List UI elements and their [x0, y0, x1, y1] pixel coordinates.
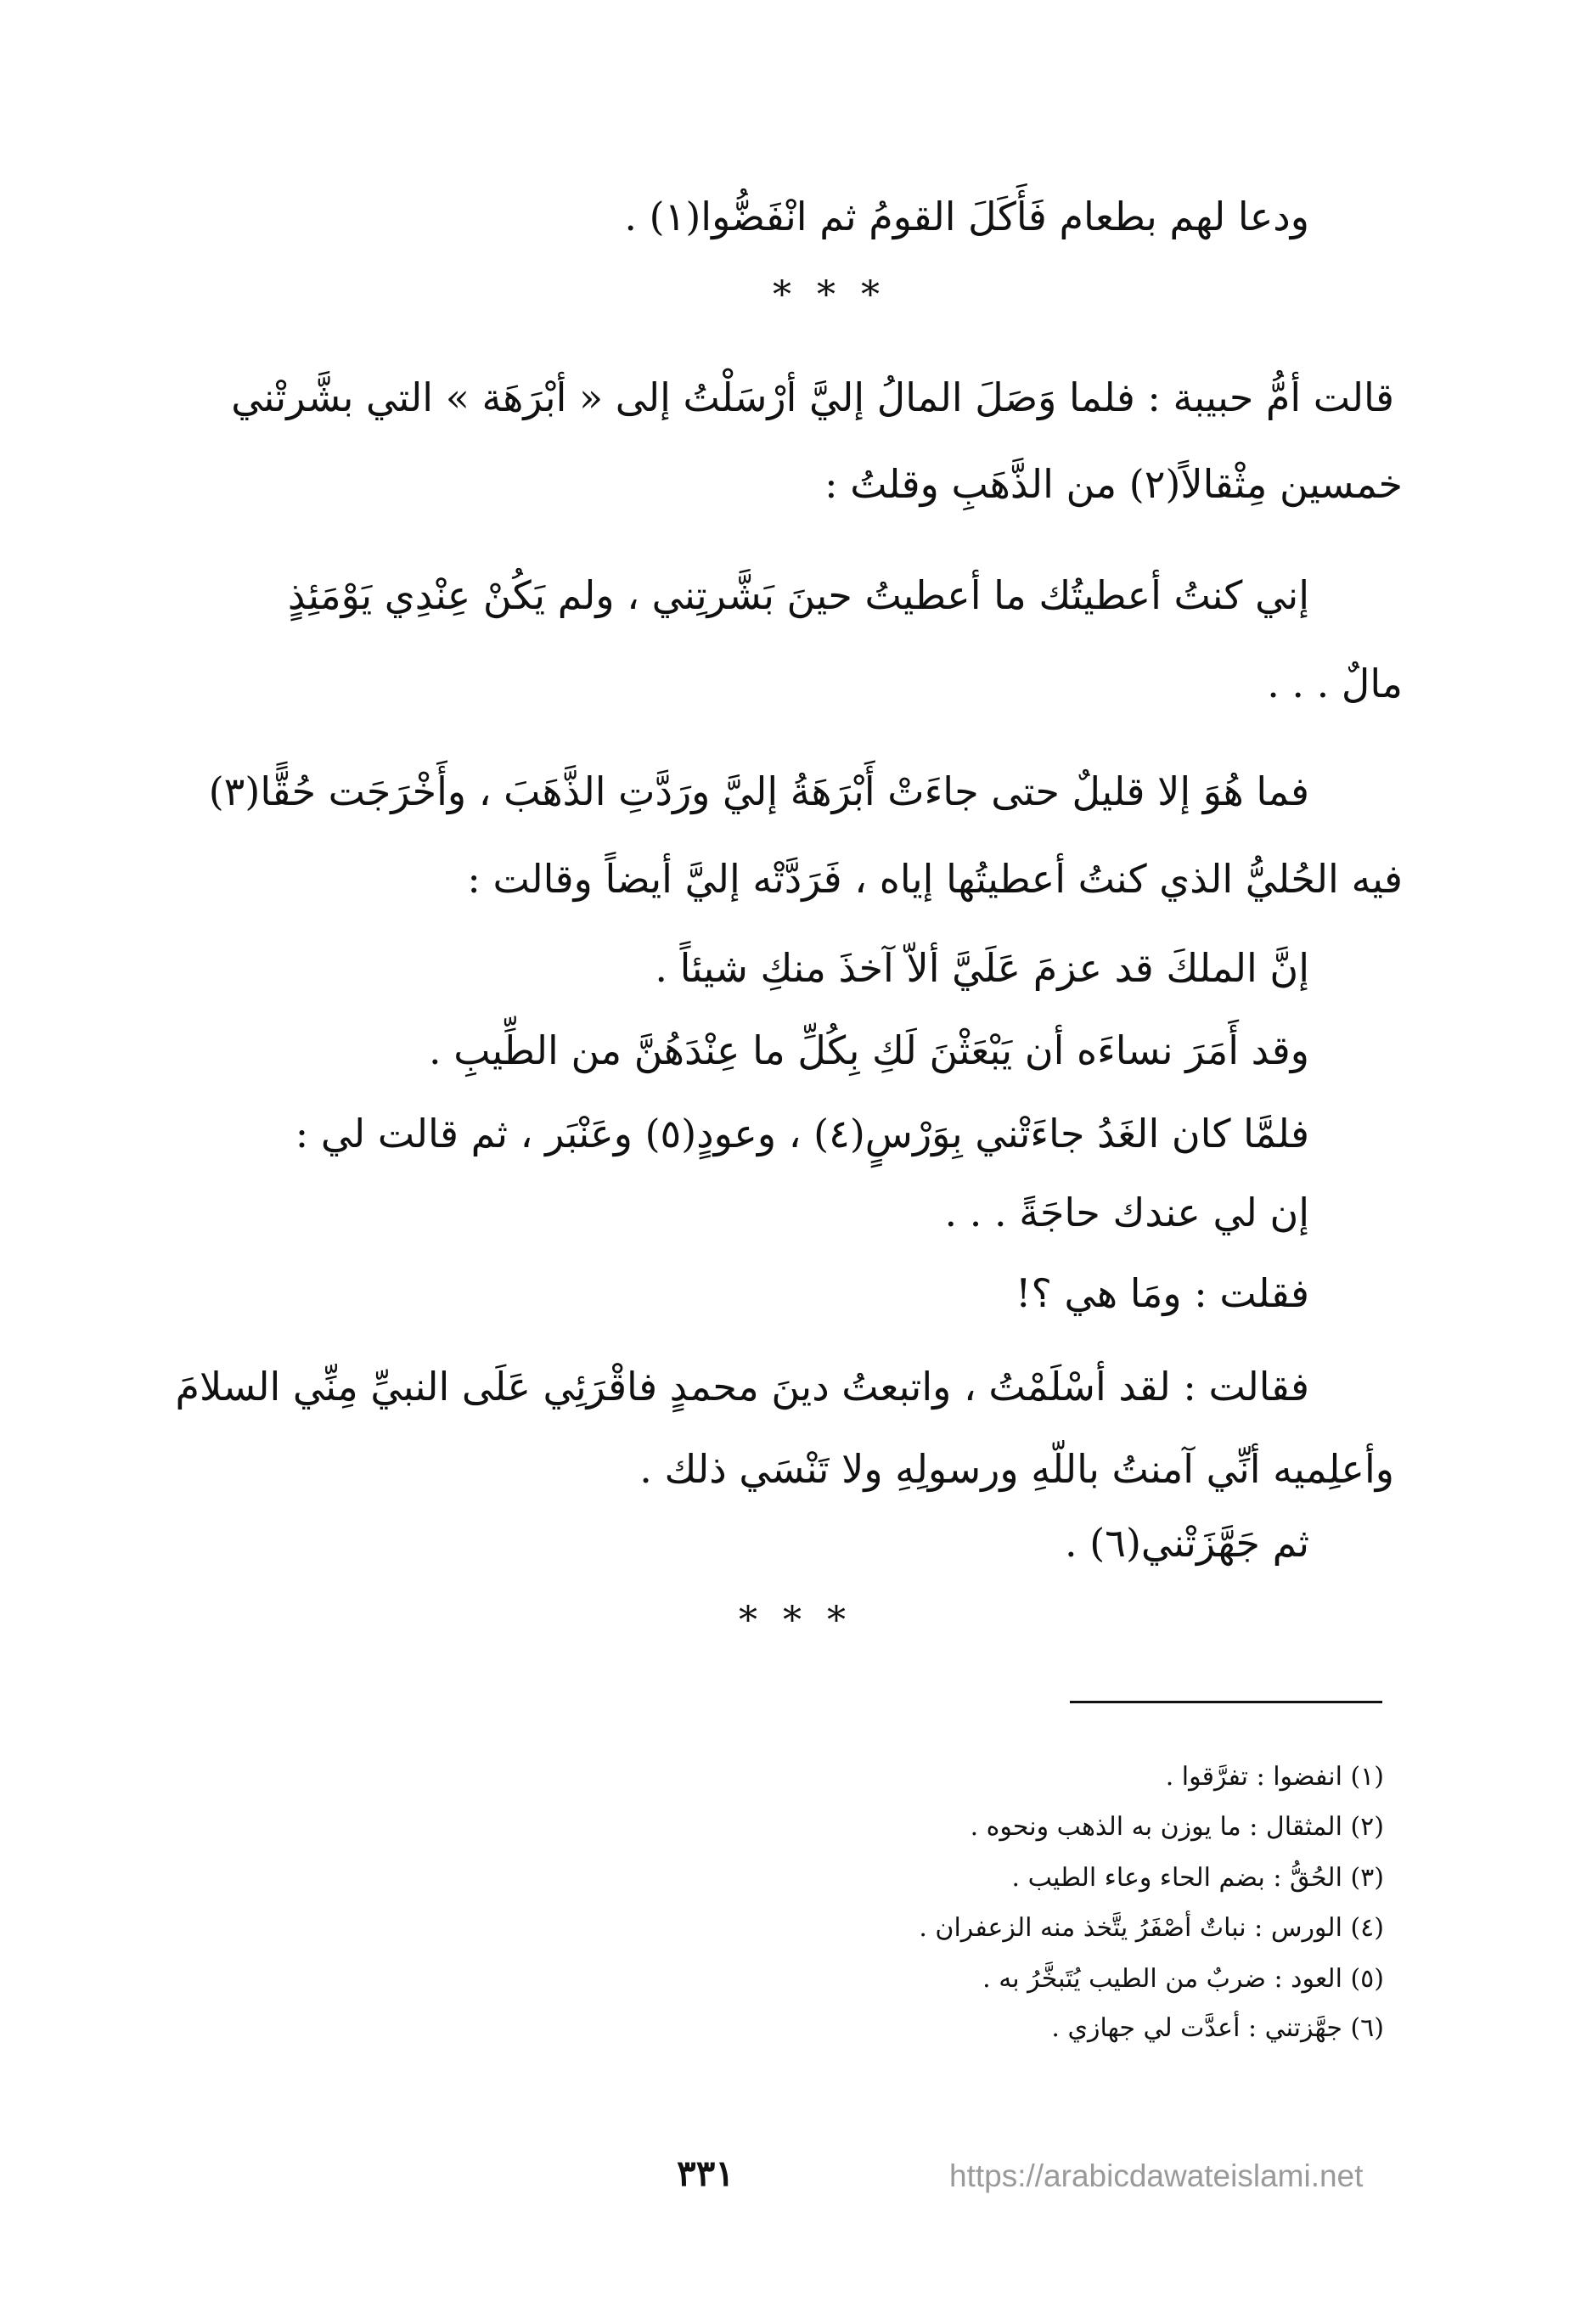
- footnote-6: (٦) جهَّزتني : أعدَّت لي جهازي .: [1051, 2013, 1384, 2043]
- text-line-13: فقالت : لقد أسْلَمْتُ ، واتبعتُ دينَ محمدٍ فاقْرَئِي عَلَى النبيِّ مِنِّي السلامَ: [175, 1364, 1309, 1410]
- text-line-6: فما هُوَ إلا قليلٌ حتى جاءَتْ أَبْرَهَةُ إليَّ ورَدَّتِ الذَّهَبَ ، وأَخْرَجَت حُقًّا(٣): [208, 768, 1309, 814]
- section-separator-1: * * *: [773, 273, 886, 317]
- footnote-3: (٣) الحُقُّ : بضم الحاء وعاء الطيب .: [1011, 1863, 1384, 1893]
- text-line-5: مالٌ . . .: [1267, 661, 1403, 706]
- footnote-4: (٤) الورس : نباتٌ أصْفَرُ يتَّخذ منه الزعفران .: [919, 1913, 1384, 1943]
- text-line-12: فقلت : ومَا هي ؟!: [1015, 1270, 1309, 1316]
- text-line-2: قالت أمُّ حبيبة : فلما وَصَلَ المالُ إليَّ أرْسَلْتُ إلى « أبْرَهَة » التي بشَّرتْني: [231, 374, 1394, 420]
- text-line-7: فيه الحُليُّ الذي كنتُ أعطيتُها إياه ، فَرَدَّتْه إليَّ أيضاً وقالت :: [467, 856, 1403, 902]
- text-line-10: فلمَّا كان الغَدُ جاءَتْني بِوَرْسٍ(٤) ، وعودٍ(٥) وعَنْبَر ، ثم قالت لي :: [295, 1111, 1309, 1156]
- text-line-3: خمسين مِثْقالاً(٢) من الذَّهَبِ وقلتُ :: [824, 461, 1403, 507]
- text-line-4: إني كنتُ أعطيتُك ما أعطيتُ حينَ بَشَّرتِني ، ولم يَكُنْ عِنْدِي يَوْمَئِذٍ: [287, 572, 1309, 618]
- page-number: ٣٣١: [677, 2152, 734, 2194]
- watermark-url: https://arabicdawateislami.net: [949, 2158, 1364, 2193]
- text-line-14: وأعلِميه أنِّي آمنتُ باللّهِ ورسولِهِ ولا تَنْسَي ذلك .: [639, 1446, 1394, 1492]
- text-line-15: ثم جَهَّزَتْني(٦) .: [1065, 1520, 1309, 1566]
- text-line-8: إنَّ الملكَ قد عزمَ عَلَيَّ ألاّ آخذَ منكِ شيئاً .: [655, 945, 1309, 991]
- text-line-9: وقد أَمَرَ نساءَه أن يَبْعَثْنَ لَكِ بِكُلِّ ما عِنْدَهُنَّ من الطِّيبِ .: [429, 1027, 1309, 1073]
- text-line-1: ودعا لهم بطعام فَأَكَلَ القومُ ثم انْفَضُّوا(١) .: [624, 194, 1309, 239]
- section-separator-2: * * *: [739, 1599, 852, 1642]
- text-line-11: إن لي عندك حاجَةً . . .: [944, 1190, 1309, 1235]
- footnote-divider: [1070, 1701, 1382, 1703]
- footnote-1: (١) انفضوا : تفرَّقوا .: [1165, 1762, 1384, 1792]
- footnote-2: (٢) المثقال : ما يوزن به الذهب ونحوه .: [970, 1812, 1384, 1842]
- footnote-5: (٥) العود : ضربٌ من الطيب يُتَبخَّرُ به .: [982, 1964, 1384, 1994]
